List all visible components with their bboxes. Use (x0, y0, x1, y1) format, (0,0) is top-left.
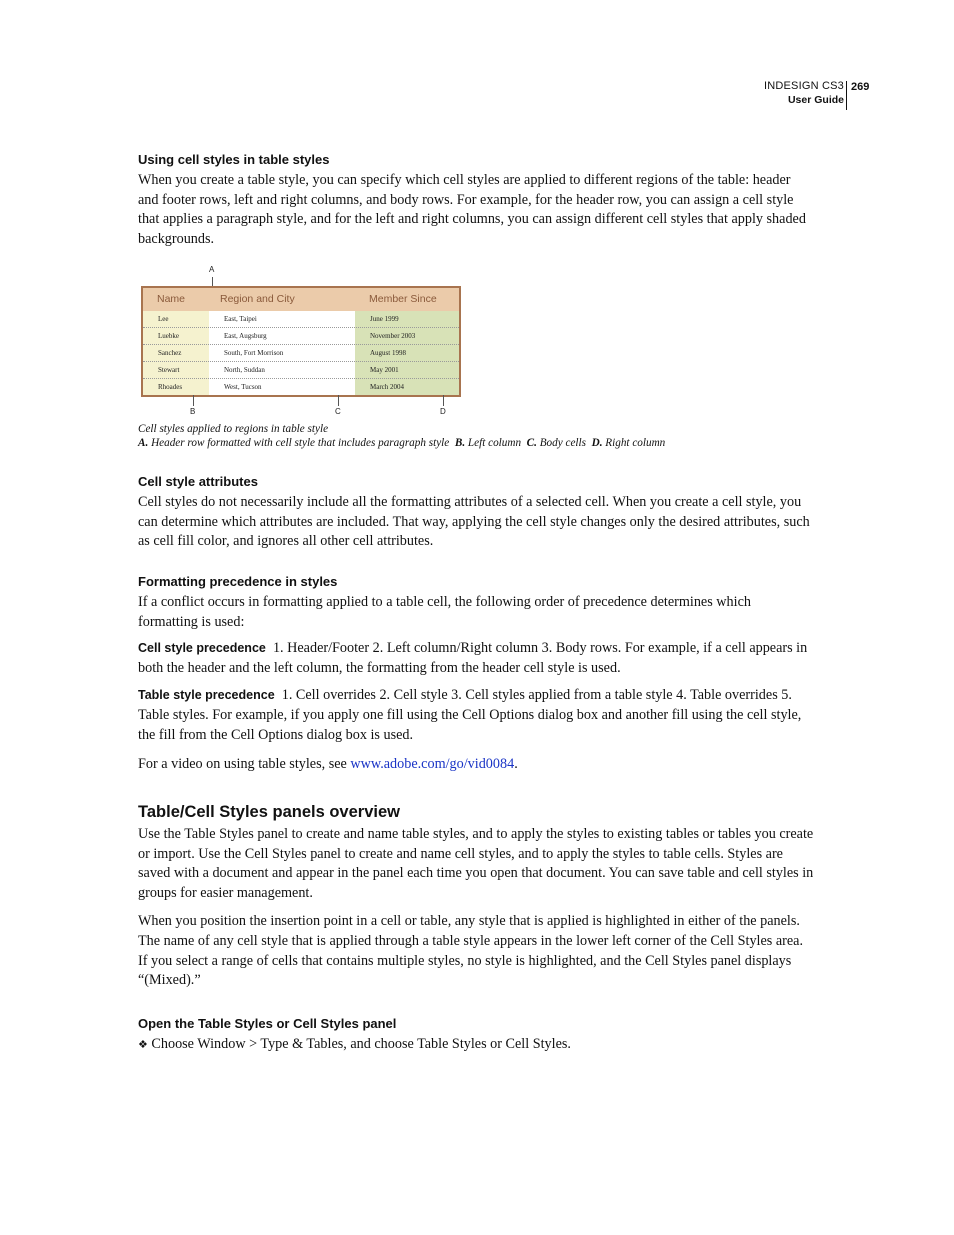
cell-styles-figure (138, 262, 468, 422)
section-body: Use the Table Styles panel to create and name table styles, and to apply the styles to existing tables or tables you create or import. Use the Cell Styles panel to create and name cell styles, and to apply the styles to table cells. Styles are saved with a document and appear in the panel each time you open that document. You can save table and cell styles in groups for easier management. (138, 826, 814, 901)
cell-precedence-paragraph (138, 639, 814, 678)
header-row (143, 288, 459, 311)
product-name: INDESIGN CS3 (763, 80, 844, 92)
inline-heading: Cell style precedence (138, 641, 266, 656)
caption-legend (138, 436, 665, 450)
section-panels-overview (138, 803, 814, 991)
step-text: Choose Window > Type & Tables, and choose Table Styles or Cell Styles. (151, 1036, 571, 1052)
table-cell: Lee (158, 315, 169, 323)
caption-key: D. (591, 437, 603, 449)
caption-text: Right column (605, 437, 666, 449)
callout-line-b (193, 395, 194, 406)
section-cell-style-attributes (138, 474, 814, 552)
header-cell: Name (157, 293, 186, 305)
video-link[interactable]: www.adobe.com/go/vid0084 (350, 756, 515, 773)
header-cell: Region and City (220, 293, 295, 305)
section-formatting-precedence (138, 574, 814, 775)
table-cell: East, Augsburg (224, 332, 267, 340)
callout-line-d (443, 395, 444, 406)
guide-name: User Guide (787, 94, 844, 106)
table-precedence-paragraph (138, 686, 814, 745)
section-using-cell-styles (138, 152, 814, 249)
header-cell: Member Since (369, 293, 437, 305)
section-body: When you position the insertion point in a cell or table, any style that is applied is highlighted in either of the panels. The name of any cell style that is applied through a table style appears in the lower left corner of the Cell Styles area. If you select a range of cells that contains multiple styles, no style is highlighted, and the Cell Styles panel displays “(Mixed).” (138, 913, 804, 989)
header-rule (846, 81, 847, 110)
table-cell: East, Taipei (224, 315, 257, 323)
table-row (143, 328, 459, 345)
page-number: 269 (851, 81, 870, 93)
callout-label-a: A (209, 265, 215, 274)
table-row (143, 311, 459, 328)
table-cell: June 1999 (370, 315, 399, 323)
section-body: When you create a table style, you can specify which cell styles are applied to different regions of the table: header and footer rows, left and right columns, and body rows. For example, for the header row, you can assign a cell style that applies a paragraph style, and for the left and right columns, you can assign different cell styles that apply shaded backgrounds. (138, 172, 806, 247)
running-header (764, 80, 844, 106)
callout-line-c (338, 395, 339, 406)
caption-key: A. (138, 437, 149, 449)
caption-text: Body cells (539, 437, 587, 449)
section-heading: Formatting precedence in styles (138, 574, 338, 589)
table-cell: South, Fort Morrison (224, 349, 284, 357)
inline-heading: Table style precedence (138, 688, 275, 703)
table-cell: Luebke (158, 332, 179, 340)
table-cell: March 2004 (370, 383, 405, 391)
caption-title: Cell styles applied to regions in table style (138, 423, 329, 435)
section-body: If a conflict occurs in formatting applied to a table cell, the following order of precedence determines which formatting is used: (138, 594, 751, 630)
table-cell: Rhoades (158, 383, 183, 391)
video-text: For a video on using table styles, see (138, 756, 351, 773)
table-cell: November 2003 (370, 332, 416, 340)
table-cell: Sanchez (158, 349, 182, 357)
callout-label-c: C (335, 407, 341, 416)
procedure-step (138, 1035, 814, 1056)
paragraph-text: 1. Header/Footer 2. Left column/Right column 3. Body rows. For example, if a cell appears in both the header and the left column, the formatting from the header cell style is used. (138, 640, 808, 676)
table-cell: August 1998 (370, 349, 406, 357)
section-open-panel (138, 1016, 814, 1056)
table-row (143, 379, 459, 396)
caption-text: Left column (467, 437, 522, 449)
section-heading: Cell style attributes (138, 474, 258, 489)
caption-key: C. (526, 437, 537, 449)
section-heading: Using cell styles in table styles (138, 152, 330, 167)
sample-table (141, 286, 461, 397)
bullet-icon: ❖ (138, 1039, 148, 1051)
video-paragraph (138, 755, 814, 775)
caption-text: Header row formatted with cell style that includes paragraph style (151, 437, 450, 449)
paragraph-text: 1. Cell overrides 2. Cell style 3. Cell styles applied from a table style 4. Table overrides 5. Table styles. For example, if you apply one fill using the Cell Options dialog box and another fill using the cell style, the fill from the Cell Options dialog box is used. (138, 687, 802, 743)
table-cell: West, Tucson (224, 383, 262, 391)
table-row (143, 362, 459, 379)
section-heading: Table/Cell Styles panels overview (138, 803, 400, 821)
callout-label-d: D (440, 407, 446, 416)
video-text-end: . (514, 756, 518, 773)
section-heading: Open the Table Styles or Cell Styles panel (138, 1016, 397, 1031)
callout-label-b: B (190, 407, 196, 416)
table-cell: May 2001 (370, 366, 399, 374)
table-cell: North, Suddan (224, 366, 265, 374)
table-row (143, 345, 459, 362)
section-body: Cell styles do not necessarily include all the formatting attributes of a selected cell. When you create a cell style, you can determine which attributes are included. That way, applying the cell style changes only the desired attributes, such as cell fill color, and ignores all other cell attributes. (138, 494, 810, 550)
table-cell: Stewart (158, 366, 180, 374)
caption-key: B. (454, 437, 466, 449)
figure-caption (138, 422, 665, 450)
